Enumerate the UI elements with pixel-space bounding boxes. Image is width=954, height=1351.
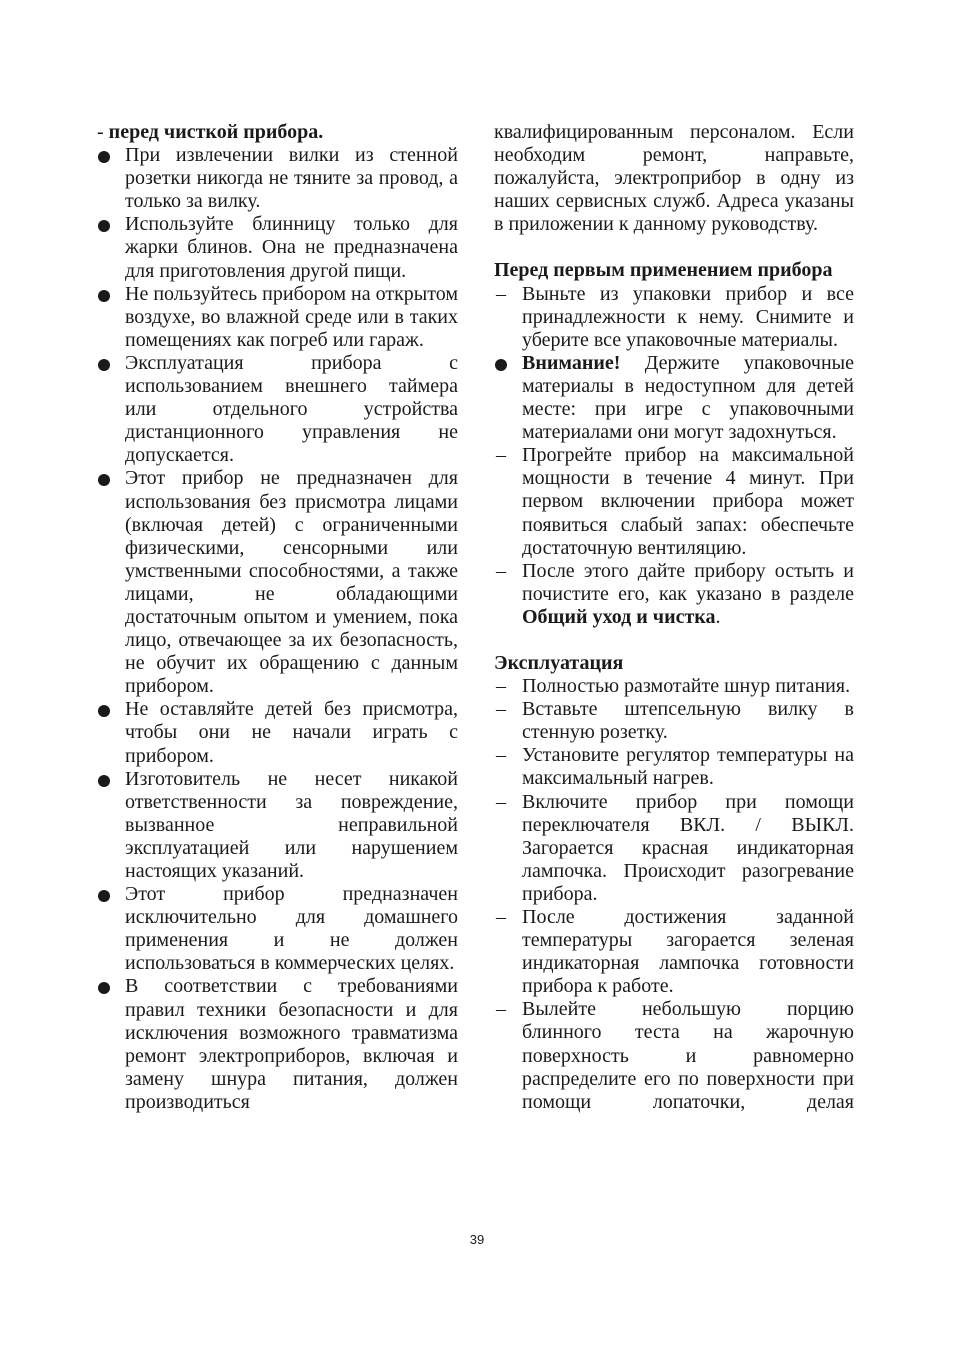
safety-bullet-5 xyxy=(97,467,458,698)
intro-bold-text: перед чисткой прибора. xyxy=(108,121,324,143)
item-text: После достижения заданной температуры загорается зеленая индикаторная лампочка готовности прибора к работе. xyxy=(522,906,854,998)
bullet-text: В соответствии с требованиями правил техники безопасности и для исключения возможного травматизма ремонт электроприборов, включая и замену шнура питания, должен производиться xyxy=(125,975,458,1113)
bullet-text: Не оставляйте детей без присмотра, чтобы они не начали играть с прибором. xyxy=(125,698,458,767)
section-reference: Общий уход и чистка xyxy=(522,605,716,628)
operation-item-2 xyxy=(494,698,854,744)
bullet-text: Не пользуйтесь прибором на открытом воздухе, во влажной среде или в таких помещениях как погреб или гараж. xyxy=(125,282,458,351)
safety-bullet-1 xyxy=(97,144,458,213)
operation-item-6 xyxy=(494,998,854,1113)
bullet-text: Используйте блинницу только для жарки блинов. Она не предназначена для приготовления другой пищи. xyxy=(125,213,458,282)
bullet-text: Этот прибор не предназначен для использования без присмотра лицами (включая детей) с ограниченными физическими, сенсорными или умственными способностями, а также лицами, не обладающими достаточным опытом и умением, пока лицо, отвечающее за их безопасность, не обучит их обращению с данным прибором. xyxy=(125,467,458,698)
intro-dash: - xyxy=(97,121,104,143)
bullet-text: Этот прибор предназначен исключительно для домашнего применения и не должен использоваться в коммерческих целях. xyxy=(125,883,458,975)
item-text: Установите регулятор температуры на максимальный нагрев. xyxy=(522,744,854,790)
item-text: Вылейте небольшую порцию блинного теста на жарочную поверхность и равномерно распределите его по поверхности при помощи лопаточки, делая xyxy=(522,998,854,1113)
item-text: После этого дайте прибору остыть и почистите его, как указано в разделе xyxy=(522,559,854,605)
operation-item-3 xyxy=(494,744,854,790)
operation-item-4 xyxy=(494,791,854,906)
item-text: Держите упаковочные материалы в недоступном для детей месте: при игре с упаковочными материалами они могут задохнуться. xyxy=(522,351,854,444)
item-text: Полностью размотайте шнур питания. xyxy=(522,675,851,698)
first-use-item-3 xyxy=(494,444,854,559)
warning-label: Внимание! xyxy=(522,351,621,374)
safety-bullet-8 xyxy=(97,883,458,975)
left-column xyxy=(97,121,458,1114)
safety-bullet-4 xyxy=(97,352,458,467)
safety-bullet-2 xyxy=(97,213,458,282)
safety-bullet-3 xyxy=(97,283,458,352)
right-column xyxy=(494,121,854,1114)
item-text: Вставьте штепсельную вилку в стенную розетку. xyxy=(522,698,854,744)
section-heading-operation: Эксплуатация xyxy=(494,651,624,674)
bullet-text: Эксплуатация прибора с использованием внешнего таймера или отдельного устройства дистанционного управления не допускается. xyxy=(125,351,458,467)
first-use-warning xyxy=(494,352,854,444)
safety-bullet-9 xyxy=(97,975,458,1114)
section-heading-first-use: Перед первым применением прибора xyxy=(494,259,833,282)
page-number: 39 xyxy=(469,1232,485,1247)
safety-bullet-6 xyxy=(97,698,458,767)
item-text-end: . xyxy=(715,605,721,628)
first-use-item-1 xyxy=(494,283,854,352)
intro-line xyxy=(97,121,458,144)
bullet-text: Изготовитель не несет никакой ответственности за повреждение, вызванное неправильной эксплуатацией или нарушением настоящих указаний. xyxy=(125,767,458,882)
safety-bullet-7 xyxy=(97,768,458,883)
item-text: Выньте из упаковки прибор и все принадлежности к нему. Снимите и уберите все упаковочные материалы. xyxy=(522,282,854,351)
item-text: Включите прибор при помощи переключателя ВКЛ. / ВЫКЛ. Загорается красная индикаторная лампочка. Происходит разогревание прибора. xyxy=(522,790,854,905)
continuation-paragraph: квалифицированным персоналом. Если необходим ремонт, направьте, пожалуйста, электроприбор в одну из наших сервисных служб. Адреса указаны в приложении к данному руководству. xyxy=(494,121,854,236)
first-use-item-4 xyxy=(494,560,854,629)
operation-item-1 xyxy=(494,675,854,698)
bullet-text: При извлечении вилки из стенной розетки никогда не тяните за провод, а только за вилку. xyxy=(125,144,458,213)
item-text: Прогрейте прибор на максимальной мощности в течение 4 минут. При первом включении прибора может появиться слабый запах: обеспечьте достаточную вентиляцию. xyxy=(522,444,854,559)
operation-item-5 xyxy=(494,906,854,998)
